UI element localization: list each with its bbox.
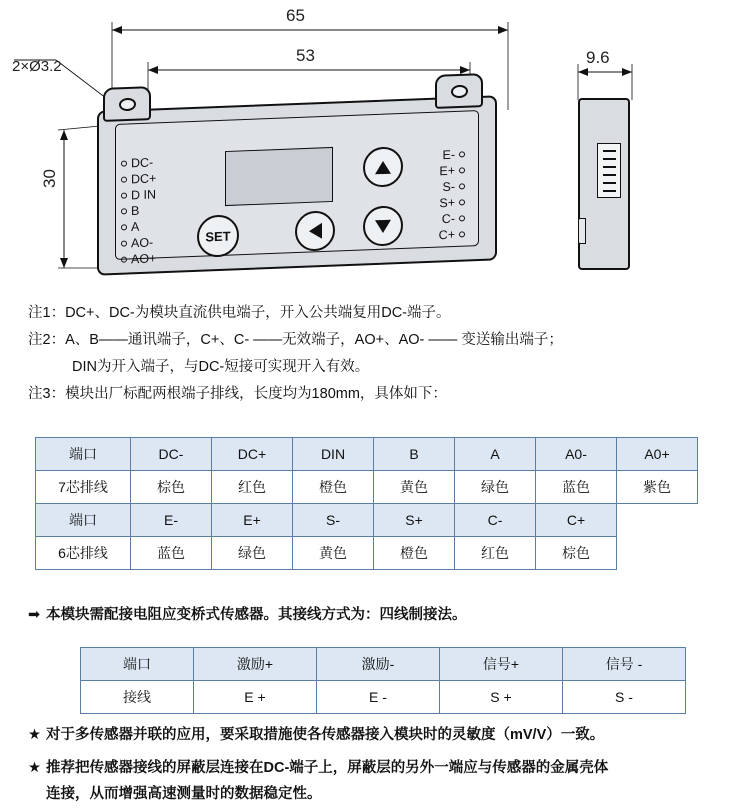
mechanical-drawing xyxy=(0,0,752,295)
connection-table xyxy=(80,647,686,714)
cell: E+ xyxy=(212,504,293,537)
cell: E + xyxy=(194,681,317,714)
cell: 红色 xyxy=(455,537,536,570)
cell-empty xyxy=(617,537,698,570)
cell: DC- xyxy=(131,438,212,471)
pin-right-5: C+ xyxy=(427,226,465,242)
dim-hole-note: 2×Ø3.2 xyxy=(12,58,62,75)
cell: B xyxy=(374,438,455,471)
star-note-2 xyxy=(28,755,608,807)
dim-side-width: 9.6 xyxy=(586,48,610,67)
terminal-dot-icon xyxy=(121,192,127,198)
cell: 棕色 xyxy=(131,471,212,504)
cell: C+ xyxy=(536,504,617,537)
pin-left-1: DC+ xyxy=(121,170,160,186)
table-row xyxy=(36,504,698,537)
pin-right-2: S- xyxy=(427,178,465,194)
cell: E - xyxy=(317,681,440,714)
cell: 端口 xyxy=(81,648,194,681)
pin-right-1: E+ xyxy=(427,162,465,178)
terminal-dot-icon xyxy=(121,176,127,182)
cell: 信号+ xyxy=(440,648,563,681)
device-side-view xyxy=(578,98,636,270)
set-button[interactable]: SET xyxy=(197,214,239,258)
cell-empty xyxy=(617,504,698,537)
notes-block xyxy=(28,300,728,408)
dim-top-inner: 53 xyxy=(296,46,315,65)
terminal-dot-icon xyxy=(121,256,127,262)
cell: A0+ xyxy=(617,438,698,471)
mounting-ear-left xyxy=(103,86,151,122)
terminal-dot-icon xyxy=(459,167,465,173)
cell: 绿色 xyxy=(455,471,536,504)
arrow-icon: ➡ xyxy=(28,607,41,623)
arrow-note xyxy=(28,602,467,628)
cell: 黄色 xyxy=(293,537,374,570)
cell: 6芯排线 xyxy=(36,537,131,570)
table-row xyxy=(81,681,686,714)
note-3: 注3：模块出厂标配两根端子排线，长度均为180mm，具体如下： xyxy=(28,386,447,402)
cell: A xyxy=(455,438,536,471)
cell: 7芯排线 xyxy=(36,471,131,504)
cell: 黄色 xyxy=(374,471,455,504)
pin-right-0: E- xyxy=(427,146,465,162)
cell: E- xyxy=(131,504,212,537)
cell: DIN xyxy=(293,438,374,471)
din-clip-icon xyxy=(578,218,586,244)
cell: 橙色 xyxy=(374,537,455,570)
cell: 蓝色 xyxy=(131,537,212,570)
cell: S- xyxy=(293,504,374,537)
pin-left-4: A xyxy=(121,219,143,235)
cell: C- xyxy=(455,504,536,537)
star-icon: ★ xyxy=(28,760,41,776)
mounting-hole-icon xyxy=(451,85,468,99)
display-screen xyxy=(225,147,333,206)
pin-left-0: DC- xyxy=(121,154,157,170)
table-row xyxy=(81,648,686,681)
pin-right-3: S+ xyxy=(427,194,465,210)
terminal-dot-icon xyxy=(121,208,127,214)
cell: 红色 xyxy=(212,471,293,504)
cell: S + xyxy=(440,681,563,714)
terminal-dot-icon xyxy=(121,160,127,166)
up-arrow-icon xyxy=(375,160,391,174)
table-row xyxy=(36,471,698,504)
pin-left-6: AO+ xyxy=(121,250,160,266)
terminal-dot-icon xyxy=(459,151,465,157)
star-note-1-text: 对于多传感器并联的应用，要采取措施使各传感器接入模块时的灵敏度（mV/V）一致。 xyxy=(46,727,605,743)
cell: 接线 xyxy=(81,681,194,714)
pin-left-3: B xyxy=(121,203,143,219)
star-note-1 xyxy=(28,722,604,748)
cell: 信号 - xyxy=(563,648,686,681)
cell: 激励+ xyxy=(194,648,317,681)
cell: A0- xyxy=(536,438,617,471)
mounting-ear-right xyxy=(435,73,483,109)
cell: 棕色 xyxy=(536,537,617,570)
terminal-dot-icon xyxy=(459,183,465,189)
dim-height: 30 xyxy=(40,169,59,188)
cell: S+ xyxy=(374,504,455,537)
cell: 紫色 xyxy=(617,471,698,504)
terminal-dot-icon xyxy=(459,199,465,205)
cell: 蓝色 xyxy=(536,471,617,504)
note-1: 注1：DC+、DC-为模块直流供电端子，开入公共端复用DC-端子。 xyxy=(28,305,451,321)
star-note-2-text: 推荐把传感器接线的屏蔽层连接在DC-端子上，屏蔽层的另外一端应与传感器的金属壳体 xyxy=(46,760,609,776)
star-note-2-text-cont: 连接，从而增强高速测量时的数据稳定性。 xyxy=(46,786,322,802)
terminal-dot-icon xyxy=(459,215,465,221)
side-connector xyxy=(597,143,621,198)
cell: 橙色 xyxy=(293,471,374,504)
note-2: 注2：A、B——通讯端子，C+、C- ——无效端子，AO+、AO- —— 变送输出端子； xyxy=(28,332,563,348)
table-row xyxy=(36,438,698,471)
left-arrow-icon xyxy=(309,223,322,239)
cell: 绿色 xyxy=(212,537,293,570)
cell: 端口 xyxy=(36,438,131,471)
cell: S - xyxy=(563,681,686,714)
terminal-dot-icon xyxy=(459,231,465,237)
pin-left-5: AO- xyxy=(121,234,157,250)
pin-right-4: C- xyxy=(427,210,465,226)
cell: 端口 xyxy=(36,504,131,537)
table-row xyxy=(36,537,698,570)
terminal-dot-icon xyxy=(121,224,127,230)
terminal-dot-icon xyxy=(121,240,127,246)
cell: DC+ xyxy=(212,438,293,471)
wire-color-table xyxy=(35,437,698,570)
cell: 激励- xyxy=(317,648,440,681)
down-arrow-icon xyxy=(375,219,391,233)
pin-left-2: D IN xyxy=(121,186,160,202)
star-icon: ★ xyxy=(28,727,41,743)
device-front-view xyxy=(97,103,497,268)
arrow-note-text: 本模块需配接电阻应变桥式传感器。其接线方式为：四线制接法。 xyxy=(46,607,467,623)
mounting-hole-icon xyxy=(119,98,136,112)
note-2b: DIN为开入端子，与DC-短接可实现开入有效。 xyxy=(72,359,370,375)
dim-top-outer: 65 xyxy=(286,6,305,25)
